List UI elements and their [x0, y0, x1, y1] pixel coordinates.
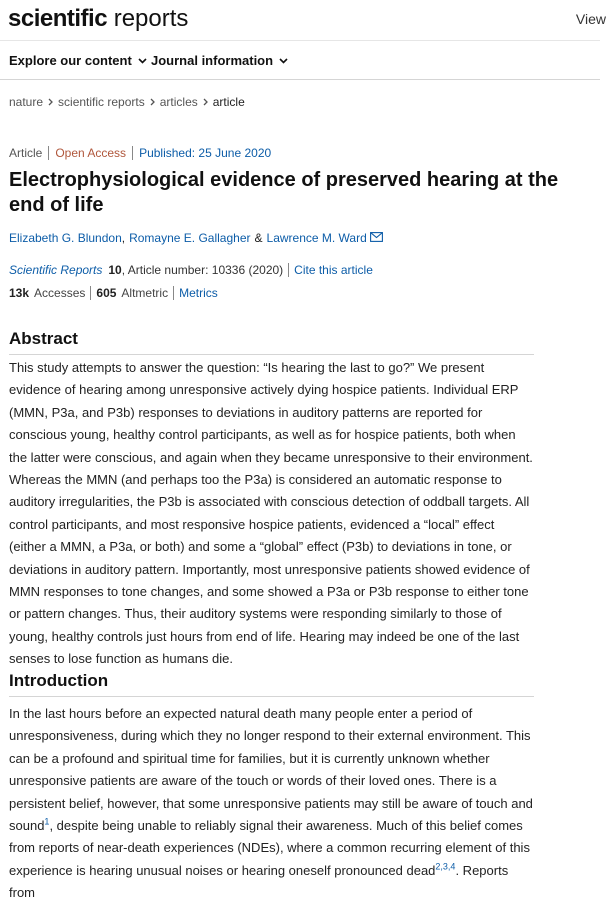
volume-number: 10: [108, 263, 122, 277]
article-meta: [9, 146, 271, 160]
reference-link[interactable]: 2,3,4: [435, 861, 456, 872]
chevron-down-icon: [138, 58, 147, 64]
article-number: , Article number: 10336 (2020): [121, 263, 284, 277]
intro-text-part: In the last hours before an expected natural death many people enter a period of unresponsiveness, during which they no longer respond to their external environment. This can be a profound and spiritual time for families, but it is currently unknown whether unresponsive patients are aware of the touch or words of their loved ones. There is a persistent belief, however, that some unresponsive patients may still be aware of touch and sound: [9, 706, 533, 834]
logo-light-text: reports: [113, 5, 189, 32]
nav-explore-content[interactable]: [9, 53, 147, 68]
breadcrumb-article: article: [212, 95, 245, 109]
accesses-count: 13k: [9, 286, 30, 300]
citation-line: [9, 263, 373, 277]
metrics-link[interactable]: Metrics: [179, 286, 218, 300]
intro-text-part: , despite being unable to reliably signal their awareness. Much of this belief comes from reports of near-death experiences (NDEs), where a common recurring element of this experience is hearing unusual noises or hearing oneself pronounced dead: [9, 818, 530, 878]
article-title: Electrophysiological evidence of preserved hearing at the end of life: [9, 169, 559, 216]
chevron-right-icon: [150, 98, 155, 106]
breadcrumb-nature[interactable]: nature: [9, 95, 44, 109]
author-list: [9, 231, 383, 245]
accesses-label: Accesses: [34, 286, 86, 300]
altmetric-label: Altmetric: [121, 286, 169, 300]
chevron-right-icon: [48, 98, 53, 106]
abstract-text: This study attempts to answer the question: “Is hearing the last to go?” We present evidence of hearing among unresponsive actively dying hospice patients. Individual ERP (MMN, P3a, and P3b) responses to deviations in auditory patterns are reported for conscious young, healthy control participants, as well as for hospice patients, both when the latter were conscious, and again when they became unresponsive to their environment. Whereas the MMN (and perhaps too the P3a) is considered an automatic response to auditory irregularities, the P3b is associated with conscious detection of oddball targets. All control participants, and most responsive hospice patients, evidenced a “local” effect (either a MMN, a P3a, or both) and some a “global” effect (P3b) to deviations in tone, or deviations in auditory pattern. Importantly, most unresponsive patients showed evidence of MMN responses to tone changes, and some showed a P3a or P3b response to either tone or pattern changes. Thus, their auditory systems were responding similarly to those of young, healthy controls just hours from end of life. Hearing may indeed be one of the last senses to lose function as humans die.: [9, 360, 533, 667]
author-separator: ,: [121, 231, 126, 245]
divider: [48, 146, 49, 160]
published-date: Published: 25 June 2020: [139, 146, 272, 160]
breadcrumb-articles[interactable]: articles: [159, 95, 198, 109]
divider: [288, 263, 289, 277]
abstract-heading: Abstract: [9, 328, 534, 355]
introduction-heading: Introduction: [9, 670, 534, 697]
breadcrumb: [9, 95, 245, 109]
divider: [173, 286, 174, 300]
article-type: Article: [9, 146, 43, 160]
intro-text-part: . Reports from: [9, 862, 509, 901]
logo-strong-text: scientific: [8, 5, 108, 32]
view-link[interactable]: View: [575, 11, 606, 27]
author-ampersand: &: [254, 231, 263, 245]
chevron-right-icon: [203, 98, 208, 106]
nav-bar: [0, 41, 600, 80]
email-icon[interactable]: [367, 231, 383, 245]
divider: [90, 286, 91, 300]
cite-this-article-link[interactable]: Cite this article: [294, 263, 373, 277]
reference-link[interactable]: 1: [44, 816, 50, 827]
journal-link[interactable]: Scientific Reports: [9, 263, 103, 277]
nav-journal-label: Journal information: [151, 53, 274, 68]
chevron-down-icon: [279, 58, 288, 64]
introduction-text: [9, 703, 534, 905]
metrics-line: [9, 286, 218, 300]
divider: [132, 146, 133, 160]
author-link[interactable]: Romayne E. Gallagher: [129, 231, 251, 245]
site-logo[interactable]: [8, 4, 188, 34]
author-link[interactable]: Lawrence M. Ward: [266, 231, 367, 245]
altmetric-count: 605: [96, 286, 117, 300]
site-header: [0, 0, 606, 41]
nav-explore-label: Explore our content: [9, 53, 132, 68]
author-link[interactable]: Elizabeth G. Blundon: [9, 231, 122, 245]
breadcrumb-scientific-reports[interactable]: scientific reports: [58, 95, 145, 109]
open-access-badge: Open Access: [55, 146, 127, 160]
nav-journal-information[interactable]: [151, 53, 288, 68]
